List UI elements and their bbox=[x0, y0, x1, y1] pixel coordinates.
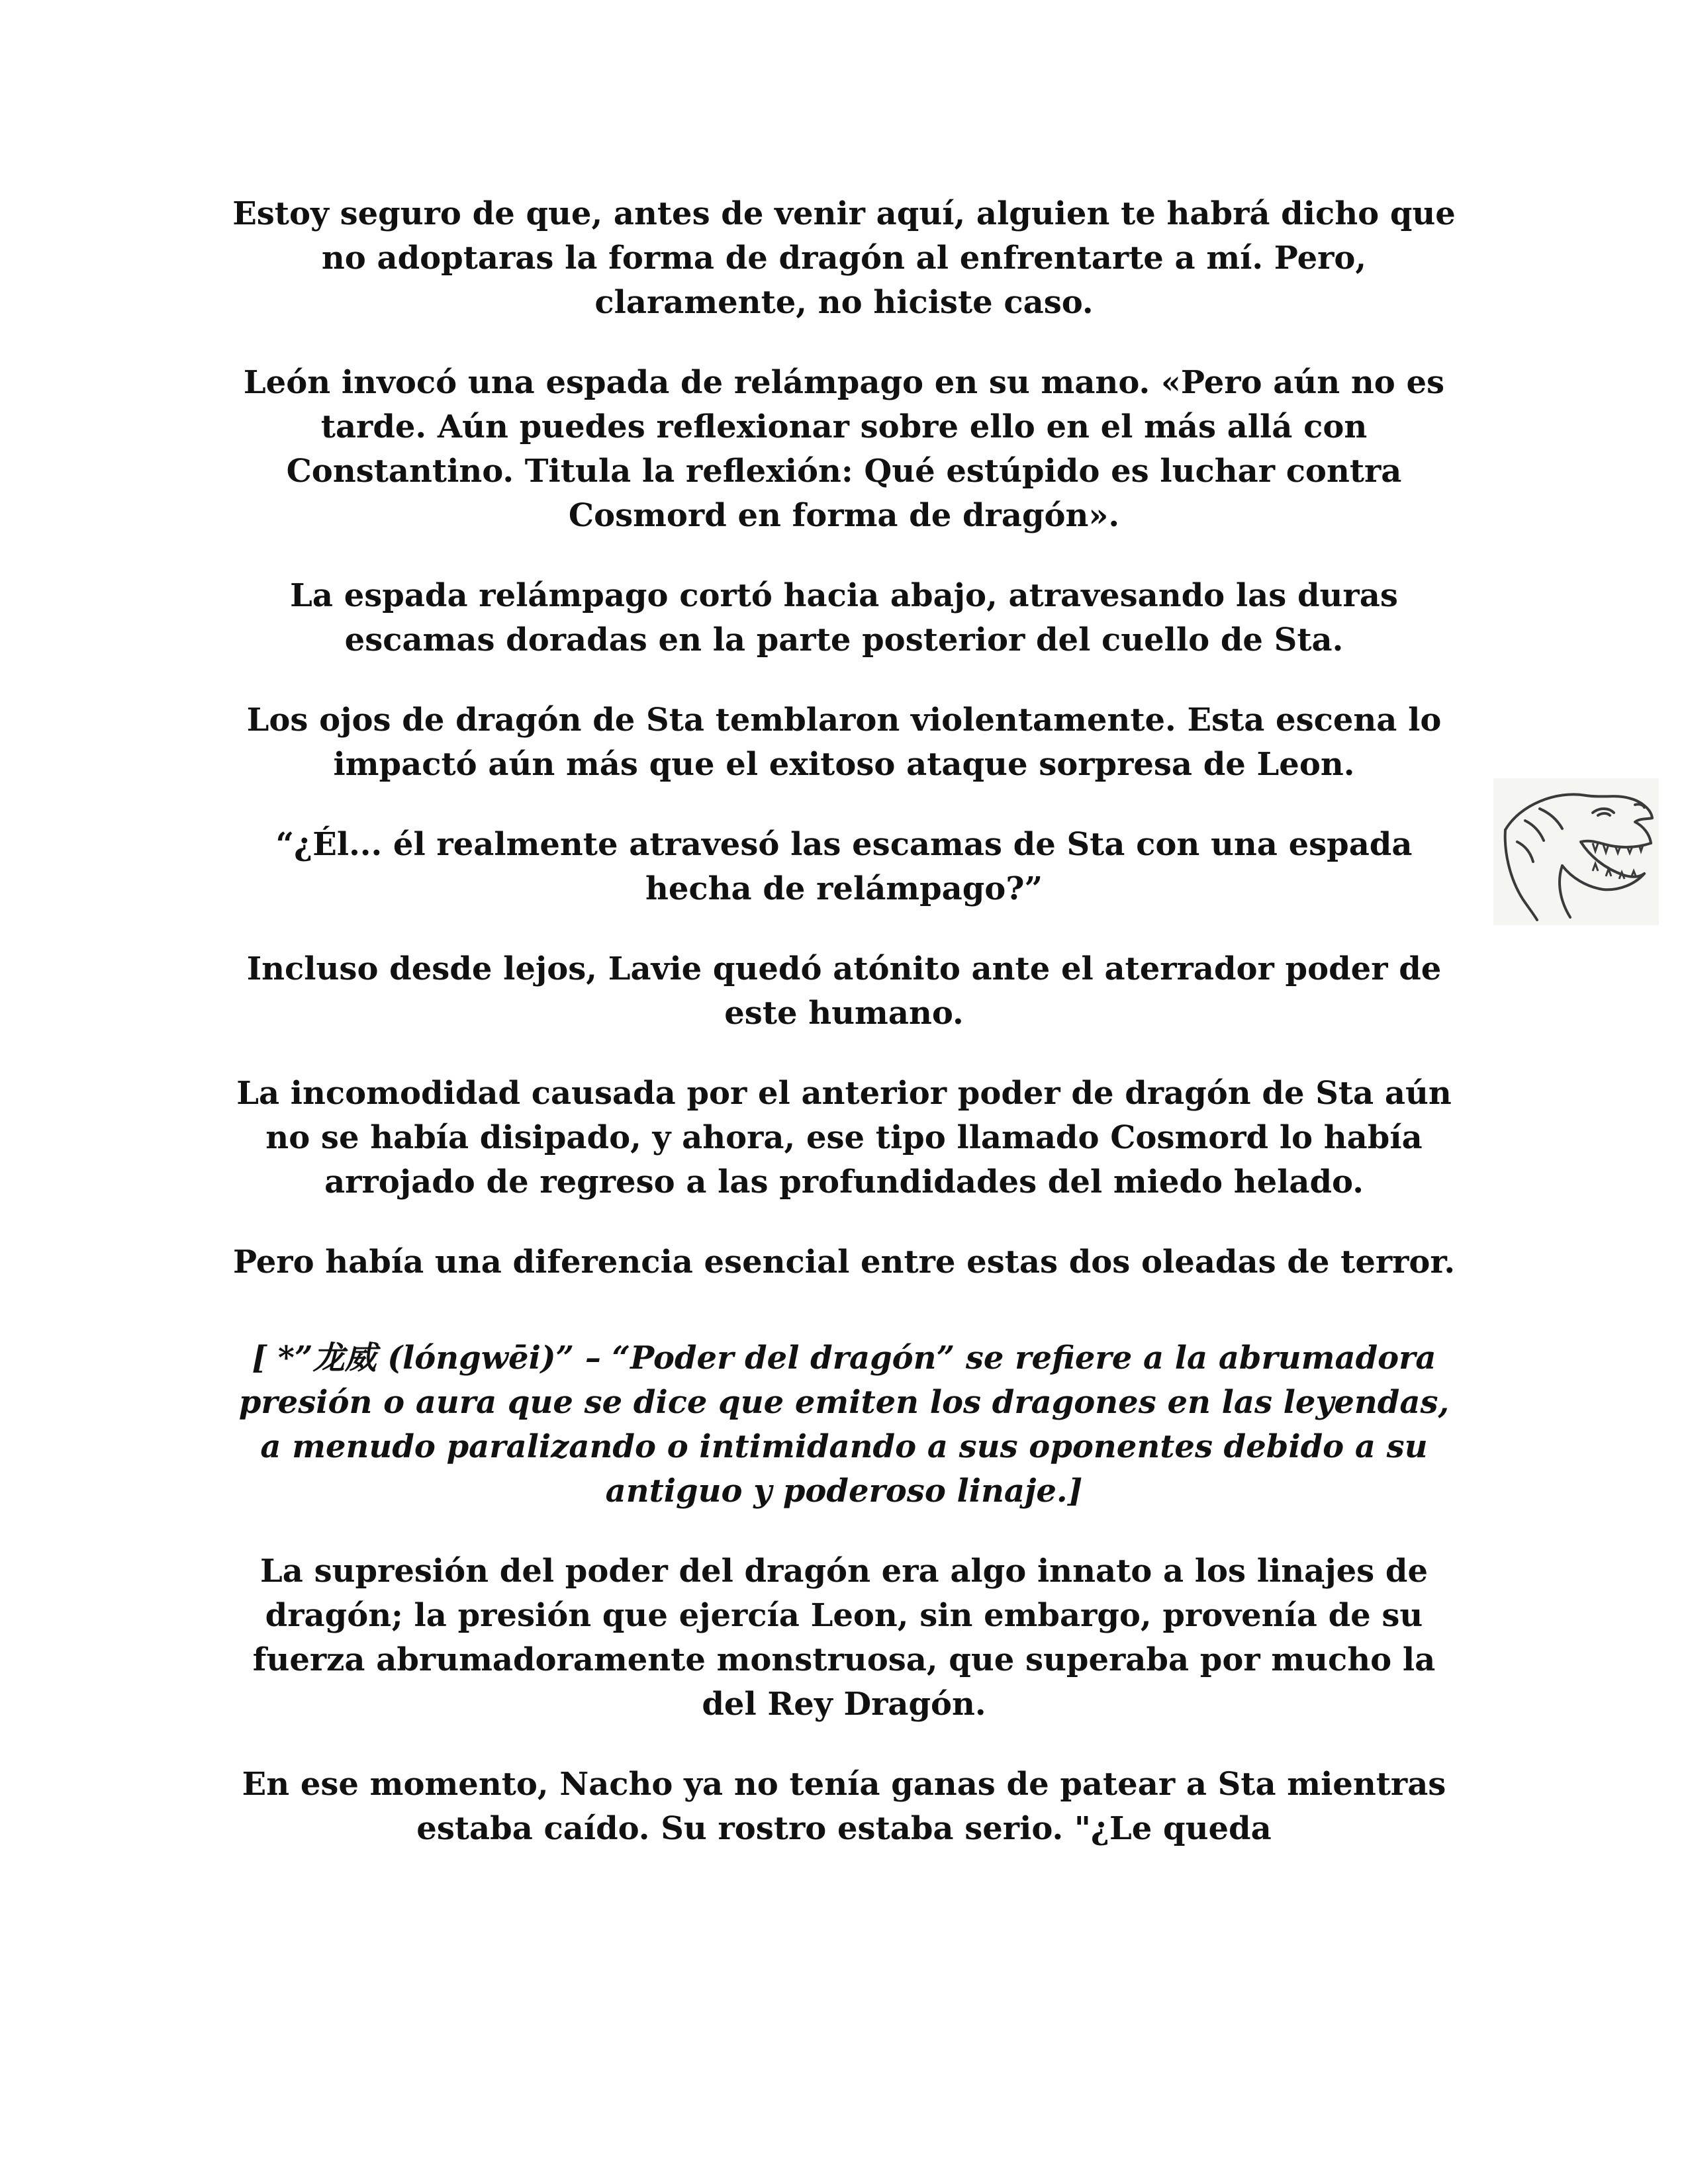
paragraph: La supresión del poder del dragón era algo innato a los linajes de dragón; la presión que ejercía Leon, sin embargo, provenía de su fuerza abrumadoramente monstruosa, que superaba por mucho la del Rey Dragón. bbox=[252, 1553, 1436, 1723]
paragraph: Estoy seguro de que, antes de venir aquí, alguien te habrá dicho que no adoptaras la forma de dragón al enfrentarte a mí. Pero, claramente, no hiciste caso. bbox=[232, 195, 1456, 321]
dragon-head-icon bbox=[1493, 778, 1659, 925]
paragraph: La incomodidad causada por el anterior poder de dragón de Sta aún no se había disipado, y ahora, ese tipo llamado Cosmord lo había arrojado de regreso a las profundidades del miedo helado. bbox=[236, 1075, 1452, 1201]
translator-footnote: [ *”龙威 (lóngwēi)” – “Poder del dragón” se refiere a la abrumadora presión o aura que se dice que emiten los dragones en las leyendas, a menudo paralizando o intimidando a sus oponentes debido a su antiguo y poderoso linaje.] bbox=[238, 1340, 1450, 1510]
paragraph: Incluso desde lejos, Lavie quedó atónito ante el aterrador poder de este humano. bbox=[246, 950, 1442, 1032]
paragraph: En ese momento, Nacho ya no tenía ganas de patear a Sta mientras estaba caído. Su rostro estaba serio. "¿Le queda bbox=[242, 1766, 1446, 1847]
paragraph: La espada relámpago cortó hacia abajo, atravesando las duras escamas doradas en la parte posterior del cuello de Sta. bbox=[290, 577, 1398, 659]
paragraph: Pero había una diferencia esencial entre estas dos oleadas de terror. bbox=[232, 1244, 1456, 1281]
text-column bbox=[225, 192, 1463, 1887]
paragraph: León invocó una espada de relámpago en su mano. «Pero aún no es tarde. Aún puedes reflexionar sobre ello en el más allá con Constantino. Titula la reflexión: Qué estúpido es luchar contra Cosmord en forma de dragón». bbox=[243, 364, 1445, 534]
paragraph: Los ojos de dragón de Sta temblaron violentamente. Esta escena lo impactó aún más que el exitoso ataque sorpresa de Leon. bbox=[246, 702, 1442, 783]
paragraph: “¿Él... él realmente atravesó las escamas de Sta con una espada hecha de relámpago?” bbox=[275, 826, 1413, 907]
